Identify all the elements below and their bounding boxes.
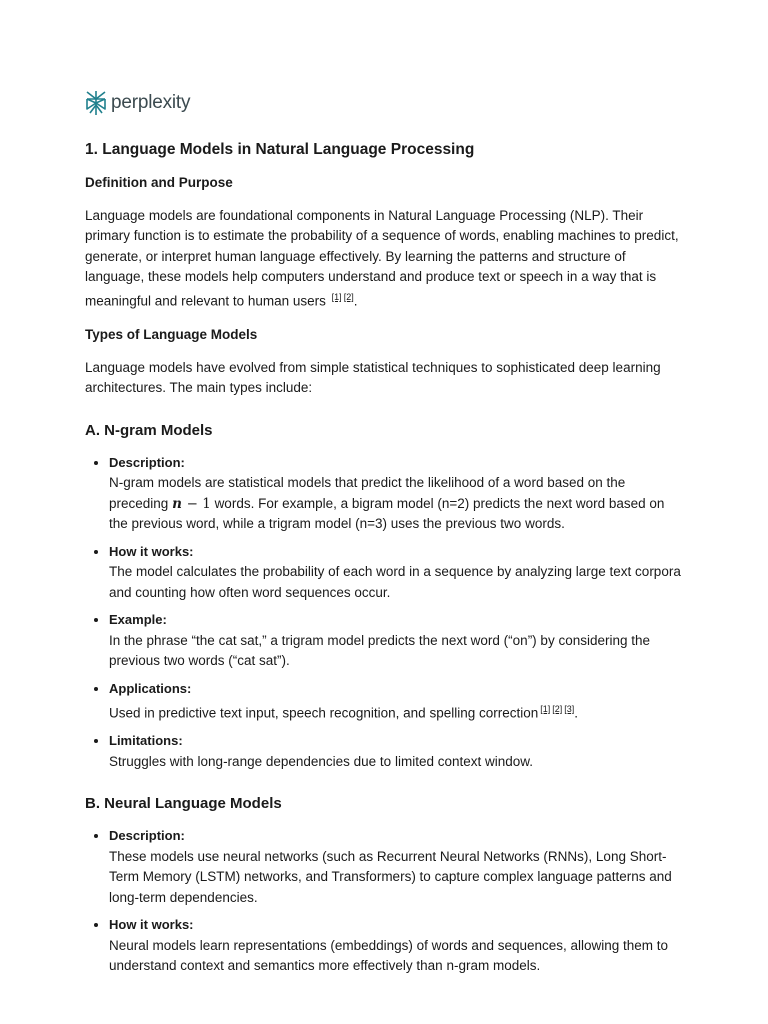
item-label: • How it works:: [109, 917, 194, 933]
item-text: N-gram models are statistical models that predict the likelihood of a word based on the preceding: [109, 475, 626, 511]
citation-link[interactable]: [2]: [343, 292, 354, 303]
item-text: In the phrase “the cat sat,” a trigram model predicts the next word (“on”) by considering the previous two words (“cat sat”).: [109, 632, 651, 669]
citation-link[interactable]: [2]: [552, 704, 563, 715]
item-label: • Example:: [109, 612, 167, 628]
list-item: [109, 731, 685, 772]
math-rest: − 1: [186, 495, 211, 512]
item-label: • How it works:: [109, 543, 194, 559]
item-text: words. For example, a bigram model (n=2) predicts the next word based on the previous word, while a trigram model (n=3) uses the previous two words.: [109, 495, 665, 532]
types-heading: Types of Language Models: [85, 326, 258, 342]
item-text: These models use neural networks (such as Recurrent Neural Networks (RNNs), Long Short-Term Memory (LSTM) networks, and Transformers) to capture complex language patterns and long-term dependencies.: [109, 848, 672, 905]
ngram-list: [85, 453, 685, 773]
item-label: • Limitations:: [109, 733, 183, 749]
list-item: [109, 826, 685, 908]
list-item: [109, 453, 685, 535]
list-item: [109, 610, 685, 672]
item-label: • Description:: [109, 828, 185, 844]
perplexity-logo-icon: [85, 90, 107, 116]
list-item: [109, 542, 685, 604]
period: .: [353, 293, 358, 309]
item-text: Neural models learn representations (embeddings) of words and sequences, allowing them to understand context and semantics more effectively than n-gram models.: [109, 937, 669, 974]
document-page: [85, 88, 685, 984]
neural-heading: B. Neural Language Models: [85, 795, 282, 813]
list-item: [109, 915, 685, 977]
section-title: 1. Language Models in Natural Language Processing: [85, 141, 475, 158]
citation-link[interactable]: [1]: [540, 704, 551, 715]
item-text: Used in predictive text input, speech recognition, and spelling correction: [109, 705, 539, 721]
item-text: The model calculates the probability of each word in a sequence by analyzing large text corpora and counting how often word sequences occur.: [109, 564, 681, 600]
types-paragraph: Language models have evolved from simple statistical techniques to sophisticated deep learning architectures. The main types include:: [85, 359, 661, 396]
math-variable: n: [172, 495, 182, 512]
definition-text: Language models are foundational components in Natural Language Processing (NLP). Their primary function is to estimate the probability of a sequence of words, enabling machines to predict, generate, or interpret human language effectively. By learning the patterns and structure of language, these models help computers understand and produce text or speech in a way that is meaningful and relevant to human users: [85, 208, 679, 309]
citation-link[interactable]: [3]: [564, 704, 575, 715]
definition-paragraph: [85, 206, 685, 312]
item-label: • Description:: [109, 454, 185, 470]
item-label: • Applications:: [109, 680, 192, 696]
list-item: [109, 679, 685, 725]
math-expression: [172, 496, 211, 512]
period: .: [574, 705, 579, 721]
neural-list: [85, 826, 685, 977]
item-text: Struggles with long-range dependencies due to limited context window.: [109, 753, 534, 769]
definition-heading: Definition and Purpose: [85, 175, 233, 190]
citation-link[interactable]: [1]: [331, 292, 342, 303]
ngram-heading: A. N-gram Models: [85, 421, 213, 439]
brand-logo: [85, 88, 685, 118]
brand-name: perplexity: [111, 92, 191, 113]
